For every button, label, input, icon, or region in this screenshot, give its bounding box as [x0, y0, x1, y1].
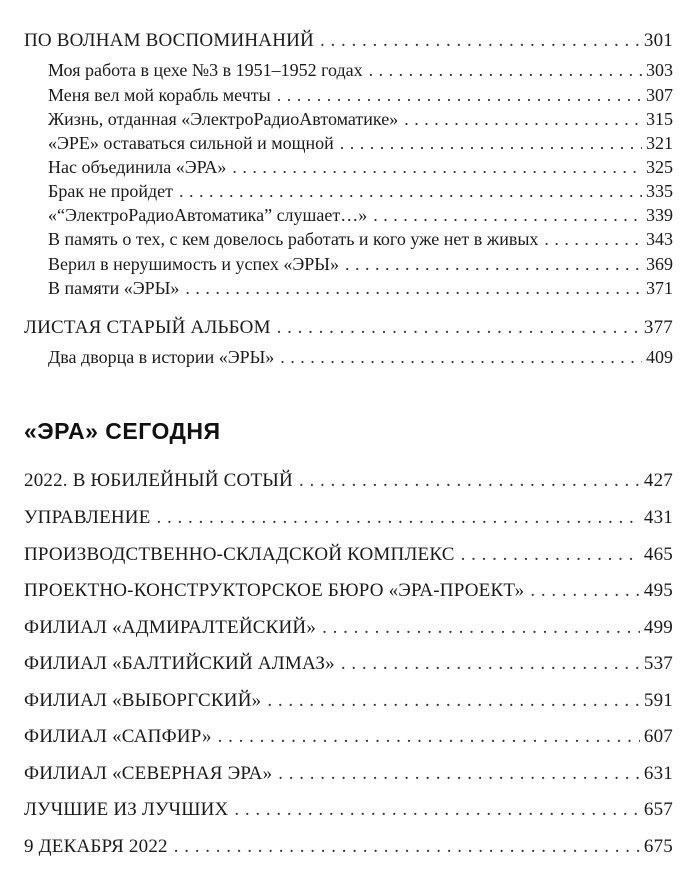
toc-entry-title: ПРОИЗВОДСТВЕННО-СКЛАДСКОЙ КОМПЛЕКС	[24, 544, 455, 565]
toc-subentry[interactable]	[48, 133, 673, 159]
leader-dots	[157, 507, 640, 529]
toc-subentry[interactable]	[48, 60, 673, 86]
toc-entry-group2[interactable]	[24, 317, 673, 343]
toc-entry-page: 465	[643, 544, 673, 565]
toc-entry-page: 315	[646, 109, 673, 129]
toc-entry[interactable]	[24, 836, 673, 862]
toc-entry-page: 499	[643, 617, 673, 638]
toc-subentry[interactable]	[48, 181, 673, 207]
toc-entry-page: 675	[643, 836, 673, 857]
toc-entry-page: 307	[646, 85, 673, 105]
toc-entry-page: 325	[646, 157, 673, 177]
toc-entry-page: 431	[643, 507, 673, 528]
toc-entry-group1[interactable]	[24, 30, 673, 56]
toc-entry-title: 2022. В ЮБИЛЕЙНЫЙ СОТЫЙ	[24, 470, 293, 491]
leader-dots	[345, 254, 642, 275]
toc-entry-title: ЛУЧШИЕ ИЗ ЛУЧШИХ	[24, 799, 229, 820]
toc-entry[interactable]	[24, 799, 673, 825]
toc-subentry[interactable]	[48, 229, 673, 255]
toc-entry-title: ПРОЕКТНО-КОНСТРУКТОРСКОЕ БЮРО «ЭРА-ПРОЕКТ»	[24, 580, 525, 601]
toc-entry[interactable]	[24, 617, 673, 643]
toc-entry-page: 607	[643, 726, 673, 747]
toc-entry-page: 409	[646, 347, 673, 367]
leader-dots	[234, 799, 639, 821]
leader-dots	[277, 317, 640, 339]
toc-entry-title: В памяти «ЭРЫ»	[48, 278, 180, 298]
leader-dots	[267, 690, 640, 712]
toc-entry-page: 339	[646, 205, 673, 225]
toc-entry-title: ЛИСТАЯ СТАРЫЙ АЛЬБОМ	[24, 317, 271, 338]
toc-entry[interactable]	[24, 580, 673, 606]
toc-entry[interactable]	[24, 726, 673, 752]
leader-dots	[461, 544, 640, 566]
toc-entry-title: ФИЛИАЛ «БАЛТИЙСКИЙ АЛМАЗ»	[24, 653, 335, 674]
toc-entry-page: 335	[646, 181, 673, 201]
toc-entry[interactable]	[24, 690, 673, 716]
toc-entry-title: Брак не пройдет	[48, 181, 173, 201]
toc-entry[interactable]	[24, 507, 673, 533]
leader-dots	[530, 580, 640, 602]
toc-entry-title: ФИЛИАЛ «АДМИРАЛТЕЙСКИЙ»	[24, 617, 317, 638]
toc-entry-title: Жизнь, отданная «ЭлектроРадиоАвтоматике»	[48, 109, 399, 129]
toc-entry-page: 301	[643, 30, 673, 51]
toc-entry-page: 321	[646, 133, 673, 153]
leader-dots	[340, 133, 642, 154]
toc-entry[interactable]	[24, 653, 673, 679]
leader-dots	[185, 278, 642, 299]
leader-dots	[404, 109, 642, 130]
leader-dots	[341, 653, 640, 675]
leader-dots	[218, 726, 640, 748]
leader-dots	[174, 836, 640, 858]
toc-subentry[interactable]	[48, 85, 673, 111]
leader-dots	[544, 229, 642, 250]
toc-entry-page: 631	[643, 763, 673, 784]
toc-entry-title: ПО ВОЛНАМ ВОСПОМИНАНИЙ	[24, 30, 314, 51]
toc-entry-page: 303	[646, 60, 673, 80]
toc-entry-title: «ЭРЕ» оставаться сильной и мощной	[48, 133, 334, 153]
toc-subentry[interactable]	[48, 205, 673, 231]
toc-entry-page: 377	[643, 317, 673, 338]
toc-subentry[interactable]	[48, 254, 673, 280]
leader-dots	[299, 470, 640, 492]
toc-entry-page: 369	[646, 254, 673, 274]
toc-entry-title: УПРАВЛЕНИЕ	[24, 507, 151, 528]
toc-entry-title: Меня вел мой корабль мечты	[48, 85, 271, 105]
toc-entry[interactable]	[24, 544, 673, 570]
leader-dots	[280, 347, 642, 368]
toc-entry-page: 371	[646, 278, 673, 298]
leader-dots	[373, 205, 642, 226]
toc-entry-page: 427	[643, 470, 673, 491]
toc-subentry[interactable]	[48, 157, 673, 183]
toc-entry[interactable]	[24, 470, 673, 496]
toc-entry-page: 343	[646, 229, 673, 249]
toc-entry-title: Моя работа в цехе №3 в 1951–1952 годах	[48, 60, 363, 80]
toc-entry-title: Верил в нерушимость и успех «ЭРЫ»	[48, 254, 339, 274]
toc-entry-title: «“ЭлектроРадиоАвтоматика” слушает…»	[48, 205, 368, 225]
toc-entry-title: ФИЛИАЛ «САПФИР»	[24, 726, 212, 747]
leader-dots	[232, 157, 642, 178]
toc-subentry[interactable]	[48, 109, 673, 135]
toc-entry-page: 495	[643, 580, 673, 601]
toc-entry-title: В память о тех, с кем довелось работать и кого уже нет в живых	[48, 229, 539, 249]
toc-entry-title: ФИЛИАЛ «ВЫБОРГСКИЙ»	[24, 690, 262, 711]
leader-dots	[320, 30, 640, 52]
toc-subentry[interactable]	[48, 278, 673, 304]
leader-dots	[278, 763, 640, 785]
section-heading: «ЭРА» СЕГОДНЯ	[24, 418, 221, 444]
toc-entry-page: 657	[643, 799, 673, 820]
toc-entry-title: Нас объединила «ЭРА»	[48, 157, 227, 177]
toc-entry[interactable]	[24, 763, 673, 789]
leader-dots	[179, 181, 642, 202]
leader-dots	[322, 617, 640, 639]
toc-entry-page: 591	[643, 690, 673, 711]
leader-dots	[369, 60, 642, 81]
toc-subentry[interactable]	[48, 347, 673, 373]
toc-entry-title: ФИЛИАЛ «СЕВЕРНАЯ ЭРА»	[24, 763, 273, 784]
toc-entry-title: 9 ДЕКАБРЯ 2022	[24, 836, 168, 857]
toc-entry-title: Два дворца в истории «ЭРЫ»	[48, 347, 275, 367]
toc-entry-page: 537	[643, 653, 673, 674]
leader-dots	[277, 85, 642, 106]
